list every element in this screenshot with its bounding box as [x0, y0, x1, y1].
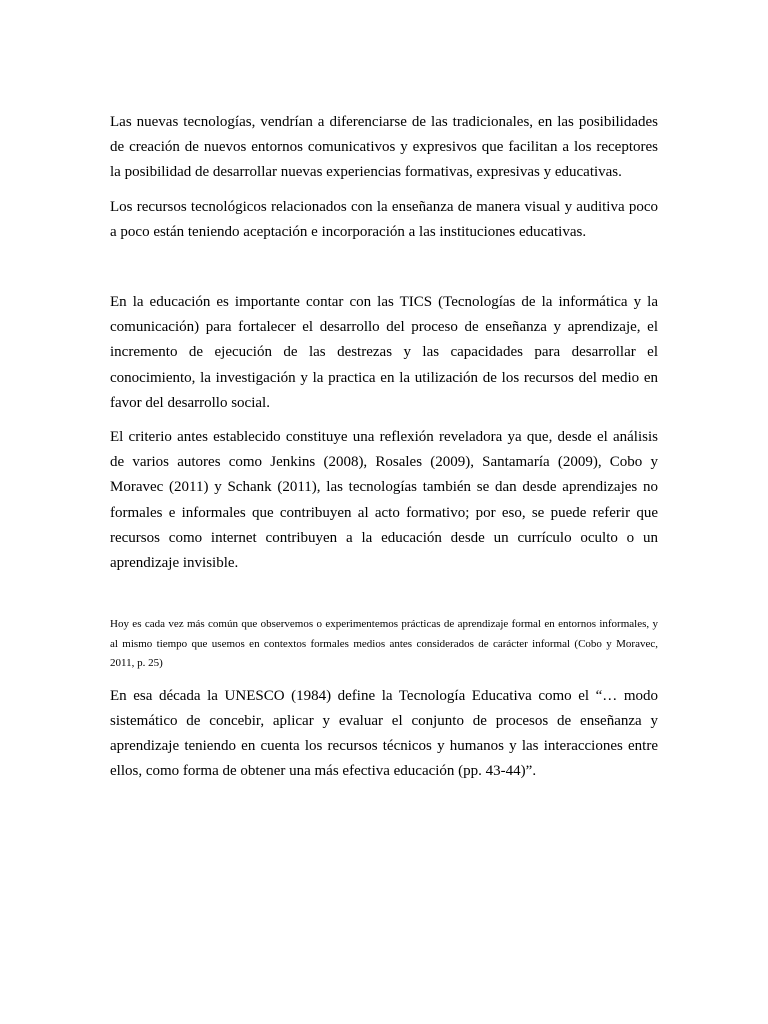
block-quote-cobo-moravec: Hoy es cada vez más común que observemos o experimentemos prácticas de aprendizaje formal en entornos informales, y al mismo tiempo que usemos en contextos formales medios antes considerados de carácter informal (Cobo y Moravec, 2011, p. 25) — [110, 618, 658, 670]
document-page — [110, 110, 658, 785]
paragraph-criterio-autores: El criterio antes establecido constituye una reflexión reveladora ya que, desde el análisis de varios autores como Jenkins (2008), Rosales (2009), Santamaría (2009), Cobo y Moravec (2011) y Schank (2011), las tecnologías también se dan desde aprendizajes no formales e informales que contribuyen al acto formativo; por eso, se puede referir que recursos como internet contribuyen a la educación desde un currículo oculto o un aprendizaje invisible. — [110, 429, 658, 572]
paragraph-tics-educacion: En la educación es importante contar con las TICS (Tecnologías de la informática y la comunicación) para fortalecer el desarrollo del proceso de enseñanza y aprendizaje, el incremento de ejecución de las destrezas y las capacidades para desarrollar el conocimiento, la investigación y la practica en la utilización de los recursos del medio en favor del desarrollo social. — [110, 294, 658, 411]
paragraph-unesco-definicion: En esa década la UNESCO (1984) define la Tecnología Educativa como el “… modo sistemático de concebir, aplicar y evaluar el conjunto de procesos de enseñanza y aprendizaje teniendo en cuenta los recursos técnicos y humanos y las interacciones entre ellos, como forma de obtener una más efectiva educación (pp. 43-44)”. — [110, 687, 658, 780]
paragraph-nuevas-tecnologias: Las nuevas tecnologías, vendrían a diferenciarse de las tradicionales, en las posibilidades de creación de nuevos entornos comunicativos y expresivos que facilitan a los receptores la posibilidad de desarrollar nuevas experiencias formativas, expresivas y educativas. — [110, 114, 658, 181]
paragraph-recursos-tecnologicos: Los recursos tecnológicos relacionados con la enseñanza de manera visual y auditiva poco a poco están teniendo aceptación e incorporación a las instituciones educativas. — [110, 198, 658, 240]
